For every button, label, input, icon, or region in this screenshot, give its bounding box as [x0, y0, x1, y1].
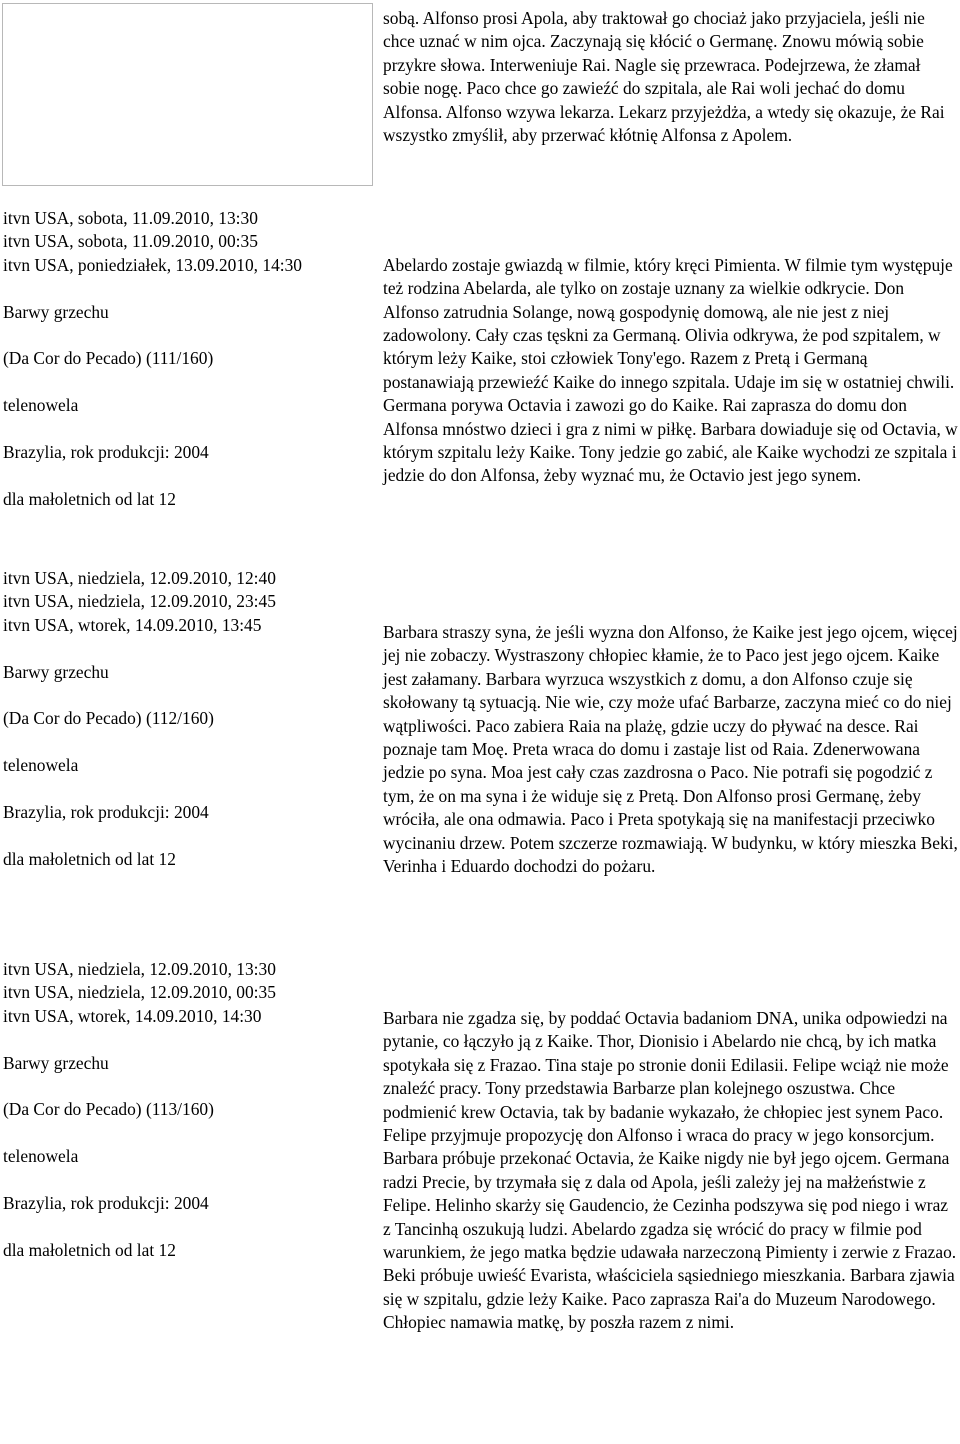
episode-info [3, 567, 383, 871]
age-rating: dla małoletnich od lat 12 [3, 848, 176, 869]
show-title: Barwy grzechu [3, 661, 109, 682]
origin: Brazylia, rok produkcji: 2004 [3, 1193, 209, 1213]
episode-description: Barbara nie zgadza się, by poddać Octavia badaniom DNA, unika odpowiedzi na pytanie, co łączyło ją z Kaike. Thor, Dionisio i Abelardo nie chcą, by ich matka spotykała się z Frazao. Tina staje po stronie donii Edilasii. Felipe wciąż nie może znaleźć pracy. Tony przedstawia Barbarze plan kolejnego oszustwa. Chce podmienić krew Octavia, tak by badanie wykazało, że chłopiec jest synem Paco. Felipe przyjmuje propozycję don Alfonso i wraca do pracy w jego konsorcjum. Barbara próbuje przekonać Octavia, że Kaike nigdy nie był jego ojcem. Germana radzi Precie, by trzymała się z dala od Apola, jeśli zależy jej na małżeństwie z Felipe. Helinho skarży się Gaudencio, że Cezinha podszywa się pod niego i wraz z Tancinhą oszukują ludzi. Abelardo zgadza się wrócić do pracy w filmie pod warunkiem, że jego matka będzie udawała narzeczoną Pimienty i zerwie z Frazao. Beki próbuje uwieść Evarista, właściciela sąsiedniego mieszkania. Barbara zjawia się w szpitalu, gdzie leży Kaike. Paco zaprasza Rai'a do Muzeum Narodowego. Chłopiec namawia matkę, by poszła razem z nimi. [383, 1008, 957, 1333]
original-title: (Da Cor do Pecado) (111/160) [3, 348, 214, 369]
broadcast-line: itvn USA, niedziela, 12.09.2010, 13:30 [3, 959, 276, 979]
broadcast-line: itvn USA, sobota, 11.09.2010, 00:35 [3, 231, 258, 252]
episode-description: Barbara straszy syna, że jeśli wyzna don Alfonso, że Kaike jest jego ojcem, więcej jej nie zobaczy. Wystraszony chłopiec kłamie, że to Paco jest jego ojcem. Kaike jest załamany. Barbara wyrzuca wszystkich z domu, a don Alfonso czuje się skołowany tą sytuacją. Nie wie, czy może ufać Barbarze, zaczyna mieć co do niej wątpliwości. Paco zabiera Raia na plażę, gdzie uczy do pływać na desce. Rai poznaje tam Moę. Preta wraca do domu i zastaje list od Raia. Zdenerwowana jedzie po syna. Moa jest cały czas zazdrosna o Paco. Nie potrafi się pogodzić z tym, że on ma syna i że widuje się z Pretą. Don Alfonso prosi Germanę, żeby wróciła, ale ona odmawia. Paco i Preta spotykają się na manifestacji przeciwko wycinaniu drzew. Potem szczerze rozmawiają. W budynku, w który mieszka Beki, Verinha i Eduardo dochodzi do pożaru. [383, 622, 958, 877]
age-rating: dla małoletnich od lat 12 [3, 488, 176, 509]
show-title: Barwy grzechu [3, 301, 109, 322]
episode-info [3, 958, 383, 1262]
genre: telenowela [3, 395, 79, 416]
broadcast-line: itvn USA, niedziela, 12.09.2010, 12:40 [3, 568, 276, 588]
episode-info [3, 207, 383, 511]
broadcast-line: itvn USA, sobota, 11.09.2010, 13:30 [3, 208, 258, 228]
show-title: Barwy grzechu [3, 1052, 109, 1073]
broadcast-line: itvn USA, wtorek, 14.09.2010, 14:30 [3, 1005, 262, 1026]
episode-description: Abelardo zostaje gwiazdą w filmie, który kręci Pimienta. W filmie tym występuje też rodzina Abelarda, ale tylko on zostaje uznany za wielkie odkrycie. Don Alfonso zatrudnia Solange, nową gospodynię domową, ale nie jest z niej zadowolony. Cały czas tęskni za Germaną. Olivia odkrywa, że pod szpitalem, w którym leży Kaike, stoi człowiek Tony'ego. Razem z Pretą i Germaną postanawiają przewieźć Kaike do innego szpitala. Udaje im się w ostatniej chwili. Germana porywa Octavia i zawozi go do Kaike. Rai zaprasza do domu don Alfonsa mnóstwo dzieci i gra z nimi w piłkę. Barbara dowiaduje się od Octavia, w którym szpitalu leży Kaike. Tony jedzie go zabić, ale Kaike wychodzi ze szpitala i jedzie do don Alfonsa, żeby wyznać mu, że Octavio jest jego synem. [383, 254, 958, 486]
genre: telenowela [3, 755, 79, 776]
image-placeholder [2, 3, 373, 186]
broadcast-line: itvn USA, wtorek, 14.09.2010, 13:45 [3, 614, 262, 635]
origin: Brazylia, rok produkcji: 2004 [3, 442, 209, 462]
original-title: (Da Cor do Pecado) (112/160) [3, 708, 214, 729]
genre: telenowela [3, 1146, 79, 1167]
broadcast-line: itvn USA, poniedziałek, 13.09.2010, 14:30 [3, 254, 302, 275]
intro-paragraph: sobą. Alfonso prosi Apola, aby traktował go chociaż jako przyjaciela, jeśli nie chce uznać w nim ojca. Zaczynają się kłócić o Germanę. Znowu mówią sobie przykre słowa. Interweniuje Rai. Nagle się przewraca. Podejrzewa, że złamał sobie nogę. Paco chce go zawieźć do szpitala, ale Rai woli jechać do domu Alfonsa. Alfonso wzywa lekarza. Lekarz przyjeżdża, a wtedy się okazuje, że Rai wszystko zmyślił, aby przerwać kłótnię Alfonsa z Apolem. [383, 8, 945, 146]
broadcast-line: itvn USA, niedziela, 12.09.2010, 00:35 [3, 982, 276, 1003]
origin: Brazylia, rok produkcji: 2004 [3, 802, 209, 822]
original-title: (Da Cor do Pecado) (113/160) [3, 1099, 214, 1120]
age-rating: dla małoletnich od lat 12 [3, 1239, 176, 1260]
broadcast-line: itvn USA, niedziela, 12.09.2010, 23:45 [3, 591, 276, 612]
